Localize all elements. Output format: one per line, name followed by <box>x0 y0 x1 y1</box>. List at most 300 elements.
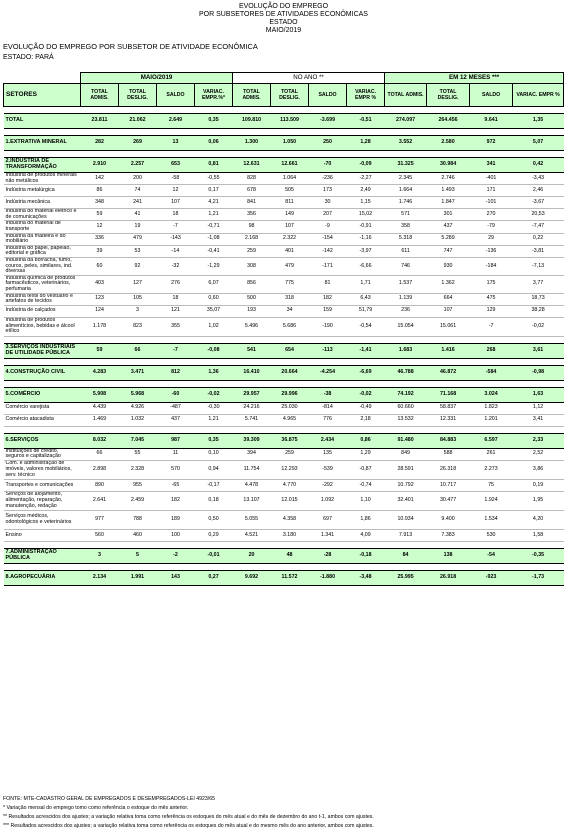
sector-name-cell: Indústria da madeira e do mobiliário <box>4 233 81 245</box>
value-cell: 15.054 <box>385 317 427 336</box>
spacer-cell <box>427 336 470 343</box>
value-cell: 261 <box>470 448 513 460</box>
value-cell: 48 <box>271 548 309 563</box>
value-cell: 189 <box>157 510 195 529</box>
value-cell: 3,61 <box>513 343 564 358</box>
spacer-cell <box>119 563 157 570</box>
value-cell: -0,87 <box>347 460 385 479</box>
sector-total-row <box>4 548 564 563</box>
value-cell: 29.957 <box>233 387 271 402</box>
value-cell: 1,86 <box>347 510 385 529</box>
value-cell: -0,51 <box>347 114 385 129</box>
value-cell: 5.055 <box>233 510 271 529</box>
spacer-cell <box>119 358 157 365</box>
value-cell: 6.597 <box>470 433 513 448</box>
value-cell: 1,15 <box>347 197 385 209</box>
value-cell: 3.024 <box>470 387 513 402</box>
value-cell: 336 <box>81 233 119 245</box>
value-cell: 59 <box>81 343 119 358</box>
sector-total-row <box>4 136 564 151</box>
value-cell: -1,08 <box>195 233 233 245</box>
value-cell: -32 <box>157 257 195 275</box>
spacer-cell <box>233 358 271 365</box>
value-cell: 39.309 <box>233 433 271 448</box>
spacer-cell <box>195 380 233 387</box>
column-header-admissions: TOTAL ADMIS. <box>385 84 427 107</box>
value-cell: 437 <box>157 414 195 426</box>
value-cell: 1,35 <box>513 114 564 129</box>
spacer-cell <box>81 358 119 365</box>
value-cell: 18,73 <box>513 293 564 305</box>
spacer-cell <box>385 380 427 387</box>
sector-name-cell: Serviços de alojamento, alimentação, reparação, manutenção, redação <box>4 491 81 510</box>
sector-total-row <box>4 114 564 129</box>
value-cell: -4.254 <box>309 365 347 380</box>
value-cell: 0,86 <box>347 433 385 448</box>
value-cell: 127 <box>119 275 157 293</box>
sector-name-cell: Transportes e comunicações <box>4 479 81 491</box>
value-cell: 588 <box>427 448 470 460</box>
value-cell: 9.400 <box>427 510 470 529</box>
value-cell: 1.032 <box>119 414 157 426</box>
value-cell: 268 <box>470 343 513 358</box>
value-cell: 2,52 <box>513 448 564 460</box>
spacer-cell <box>4 129 81 136</box>
value-cell: 0,06 <box>195 136 233 151</box>
spacer-cell <box>427 107 470 114</box>
value-cell: 100 <box>157 529 195 541</box>
value-cell: -7,47 <box>513 221 564 233</box>
sector-name-cell: Indústria do papel, papelão, editorial e gráfica <box>4 245 81 257</box>
value-cell: 560 <box>81 529 119 541</box>
subsector-row <box>4 491 564 510</box>
value-cell: 2.910 <box>81 158 119 173</box>
value-cell: -487 <box>157 402 195 414</box>
value-cell: 13.532 <box>385 414 427 426</box>
value-cell: 36.875 <box>271 433 309 448</box>
spacer-cell <box>470 380 513 387</box>
spacer-cell <box>119 541 157 548</box>
value-cell: 0,10 <box>195 448 233 460</box>
value-cell: 11 <box>157 448 195 460</box>
spacer-cell <box>347 541 385 548</box>
value-cell: 0,42 <box>513 158 564 173</box>
value-cell: -2 <box>157 548 195 563</box>
value-cell: 5.686 <box>271 317 309 336</box>
value-cell: 276 <box>157 275 195 293</box>
value-cell: -3,48 <box>347 570 385 585</box>
value-cell: -38 <box>309 387 347 402</box>
value-cell: 138 <box>427 548 470 563</box>
value-cell: 32.401 <box>385 491 427 510</box>
value-cell: 3.180 <box>271 529 309 541</box>
spacer-cell <box>233 563 271 570</box>
value-cell: 51,79 <box>347 305 385 317</box>
value-cell: 4.926 <box>119 402 157 414</box>
value-cell: 182 <box>309 293 347 305</box>
subsector-row <box>4 510 564 529</box>
subsector-row <box>4 257 564 275</box>
value-cell: 2,18 <box>347 414 385 426</box>
value-cell: 972 <box>470 136 513 151</box>
value-cell: -0,49 <box>347 402 385 414</box>
value-cell: 207 <box>309 209 347 221</box>
value-cell: -0,02 <box>195 387 233 402</box>
value-cell: 159 <box>309 305 347 317</box>
value-cell: 31.325 <box>385 158 427 173</box>
value-cell: 403 <box>81 275 119 293</box>
spacer-cell <box>157 107 195 114</box>
value-cell: 0,81 <box>195 158 233 173</box>
value-cell: 2,49 <box>347 185 385 197</box>
value-cell: 11.572 <box>271 570 309 585</box>
spacer-cell <box>81 541 119 548</box>
value-cell: 129 <box>470 305 513 317</box>
value-cell: 274.097 <box>385 114 427 129</box>
footer-note: * Variação mensal do emprego tomo como referência o estoque do mês anterior. <box>3 805 189 811</box>
value-cell: 15.061 <box>427 317 470 336</box>
subsector-row <box>4 448 564 460</box>
spacer-cell <box>513 563 564 570</box>
value-cell: 12.015 <box>271 491 309 510</box>
value-cell: -3,81 <box>513 245 564 257</box>
subsector-row <box>4 414 564 426</box>
sector-name-cell: 4.CONSTRUÇÃO CIVIL <box>4 365 81 380</box>
report-title-line-3: ESTADO <box>269 19 298 26</box>
value-cell: 107 <box>157 197 195 209</box>
spacer-cell <box>427 563 470 570</box>
spacer-cell <box>513 380 564 387</box>
value-cell: 26.318 <box>427 460 470 479</box>
value-cell: 270 <box>470 209 513 221</box>
spacer-cell <box>385 426 427 433</box>
value-cell: 5,07 <box>513 136 564 151</box>
value-cell: 8.032 <box>81 433 119 448</box>
spacer-cell <box>347 426 385 433</box>
value-cell: -154 <box>309 233 347 245</box>
spacer-cell <box>233 151 271 158</box>
sector-name-cell: 1.EXTRATIVA MINERAL <box>4 136 81 151</box>
value-cell: 3.552 <box>385 136 427 151</box>
spacer-cell <box>81 380 119 387</box>
subsector-row <box>4 209 564 221</box>
sector-name-cell: 3.SERVIÇOS INDUSTRIAIS DE UTILIDADE PÚBLICA <box>4 343 81 358</box>
value-cell: 1.847 <box>427 197 470 209</box>
value-cell: 29.996 <box>271 387 309 402</box>
value-cell: -0,01 <box>195 548 233 563</box>
value-cell: 0,22 <box>513 233 564 245</box>
value-cell: -143 <box>157 233 195 245</box>
value-cell: 86 <box>81 185 119 197</box>
spacer-cell <box>513 541 564 548</box>
spacer-cell <box>271 336 309 343</box>
value-cell: 1.991 <box>119 570 157 585</box>
value-cell: -184 <box>470 257 513 275</box>
spacer-cell <box>309 541 347 548</box>
value-cell: 828 <box>233 173 271 185</box>
value-cell: -814 <box>309 402 347 414</box>
value-cell: 9.692 <box>233 570 271 585</box>
group-header-year: NO ANO ** <box>233 73 385 84</box>
value-cell: 841 <box>233 197 271 209</box>
spacer-cell <box>81 107 119 114</box>
sector-name-cell: Indústria metalúrgica <box>4 185 81 197</box>
spacer-cell <box>271 541 309 548</box>
spacer-cell <box>4 563 81 570</box>
value-cell: 1,21 <box>195 414 233 426</box>
value-cell: 775 <box>271 275 309 293</box>
spacer-cell <box>119 426 157 433</box>
sector-total-row <box>4 365 564 380</box>
value-cell: -136 <box>470 245 513 257</box>
spacer-cell <box>513 151 564 158</box>
value-cell: 1.493 <box>427 185 470 197</box>
value-cell: -236 <box>309 173 347 185</box>
value-cell: 0,35 <box>195 433 233 448</box>
value-cell: -3,43 <box>513 173 564 185</box>
value-cell: 1,29 <box>347 448 385 460</box>
value-cell: 29 <box>470 233 513 245</box>
value-cell: 401 <box>271 245 309 257</box>
value-cell: -0,41 <box>195 245 233 257</box>
sector-name-cell: Indústria do material elétrico e de comunicações <box>4 209 81 221</box>
value-cell: 654 <box>271 343 309 358</box>
spacer-cell <box>385 129 427 136</box>
value-cell: -190 <box>309 317 347 336</box>
column-header-dismissals: TOTAL DESLIG. <box>271 84 309 107</box>
value-cell: 23.811 <box>81 114 119 129</box>
value-cell: -28 <box>309 548 347 563</box>
spacer-cell <box>309 358 347 365</box>
spacer-cell <box>4 107 81 114</box>
value-cell: 18 <box>157 209 195 221</box>
value-cell: 13 <box>157 136 195 151</box>
value-cell: -923 <box>470 570 513 585</box>
value-cell: 3 <box>81 548 119 563</box>
value-cell: -539 <box>309 460 347 479</box>
value-cell: 1.300 <box>233 136 271 151</box>
value-cell: 12.661 <box>271 158 309 173</box>
value-cell: 53 <box>119 245 157 257</box>
value-cell: 1,58 <box>513 529 564 541</box>
value-cell: -0,54 <box>347 317 385 336</box>
subsector-row <box>4 479 564 491</box>
value-cell: 2.459 <box>119 491 157 510</box>
spacer-cell <box>347 336 385 343</box>
sector-name-cell: 2.INDÚSTRIA DE TRANSFORMAÇÃO <box>4 158 81 173</box>
value-cell: -7,13 <box>513 257 564 275</box>
spacer-cell <box>81 151 119 158</box>
value-cell: 20 <box>233 548 271 563</box>
value-cell: 13.107 <box>233 491 271 510</box>
report-subtitle: EVOLUÇÃO DO EMPREGO POR SUBSETOR DE ATIVIDADE ECONÔMICA <box>3 42 258 51</box>
spacer-cell <box>513 129 564 136</box>
value-cell: 1,63 <box>513 387 564 402</box>
value-cell: 91.480 <box>385 433 427 448</box>
value-cell: 259 <box>271 448 309 460</box>
value-cell: 0,18 <box>195 491 233 510</box>
sector-name-cell: Indústria de produtos minerais não metálicos <box>4 173 81 185</box>
value-cell: 0,17 <box>195 185 233 197</box>
value-cell: -0,71 <box>195 221 233 233</box>
spacer-cell <box>385 107 427 114</box>
value-cell: 849 <box>385 448 427 460</box>
value-cell: 60.660 <box>385 402 427 414</box>
sector-total-row <box>4 158 564 173</box>
spacer-cell <box>157 358 195 365</box>
spacer-cell <box>309 336 347 343</box>
value-cell: 171 <box>470 185 513 197</box>
value-cell: 2.257 <box>119 158 157 173</box>
spacer-cell <box>470 129 513 136</box>
spacer-cell <box>81 336 119 343</box>
sector-name-cell: 5.COMÉRCIO <box>4 387 81 402</box>
spacer-cell <box>81 426 119 433</box>
group-header-month: MAIO/2019 <box>81 73 233 84</box>
value-cell: 107 <box>271 221 309 233</box>
column-header-balance: SALDO <box>470 84 513 107</box>
value-cell: 5.289 <box>427 233 470 245</box>
value-cell: -6,66 <box>347 257 385 275</box>
spacer-cell <box>385 563 427 570</box>
spacer-cell <box>309 151 347 158</box>
spacer-row <box>4 426 564 433</box>
value-cell: 74.192 <box>385 387 427 402</box>
spacer-row <box>4 336 564 343</box>
value-cell: 0,60 <box>195 293 233 305</box>
sector-name-cell: Ensino <box>4 529 81 541</box>
value-cell: -0,98 <box>513 365 564 380</box>
value-cell: 46.872 <box>427 365 470 380</box>
value-cell: 41 <box>119 209 157 221</box>
value-cell: -0,02 <box>513 317 564 336</box>
value-cell: 3,77 <box>513 275 564 293</box>
spacer-cell <box>385 541 427 548</box>
value-cell: 0,27 <box>195 570 233 585</box>
value-cell: 173 <box>309 185 347 197</box>
spacer-cell <box>427 426 470 433</box>
value-cell: 92 <box>119 257 157 275</box>
value-cell: 250 <box>309 136 347 151</box>
value-cell: 2.328 <box>119 460 157 479</box>
value-cell: 2,46 <box>513 185 564 197</box>
value-cell: -142 <box>309 245 347 257</box>
value-cell: 2.746 <box>427 173 470 185</box>
value-cell: 1,36 <box>195 365 233 380</box>
value-cell: 123 <box>81 293 119 305</box>
value-cell: 1.664 <box>385 185 427 197</box>
value-cell: 301 <box>427 209 470 221</box>
value-cell: 4,21 <box>195 197 233 209</box>
spacer-cell <box>119 107 157 114</box>
value-cell: -2,27 <box>347 173 385 185</box>
value-cell: 135 <box>309 448 347 460</box>
spacer-cell <box>271 107 309 114</box>
value-cell: -401 <box>470 173 513 185</box>
spacer-cell <box>233 107 271 114</box>
sector-name-cell: Indústria mecânica <box>4 197 81 209</box>
value-cell: -70 <box>309 158 347 173</box>
spacer-cell <box>271 129 309 136</box>
value-cell: 1.362 <box>427 275 470 293</box>
spacer-cell <box>195 129 233 136</box>
value-cell: 19 <box>119 221 157 233</box>
spacer-cell <box>195 336 233 343</box>
state-label: ESTADO: PARÁ <box>3 54 54 61</box>
value-cell: 2.345 <box>385 173 427 185</box>
value-cell: 7.045 <box>119 433 157 448</box>
sector-name-cell: Indústria química de produtos farmacêuticos, veterinários, perfumaria <box>4 275 81 293</box>
value-cell: 664 <box>427 293 470 305</box>
value-cell: 571 <box>385 209 427 221</box>
value-cell: -113 <box>309 343 347 358</box>
subsector-row <box>4 185 564 197</box>
spacer-cell <box>309 426 347 433</box>
spacer-cell <box>119 151 157 158</box>
value-cell: 1,95 <box>513 491 564 510</box>
value-cell: 2.898 <box>81 460 119 479</box>
value-cell: 81 <box>309 275 347 293</box>
value-cell: 812 <box>157 365 195 380</box>
spacer-cell <box>119 336 157 343</box>
value-cell: 0,29 <box>195 529 233 541</box>
value-cell: 182 <box>157 491 195 510</box>
sector-name-cell: Comércio varejista <box>4 402 81 414</box>
value-cell: -0,17 <box>195 479 233 491</box>
value-cell: 479 <box>119 233 157 245</box>
value-cell: 142 <box>81 173 119 185</box>
spacer-cell <box>385 358 427 365</box>
spacer-cell <box>81 563 119 570</box>
spacer-cell <box>233 541 271 548</box>
spacer-cell <box>385 336 427 343</box>
value-cell: -79 <box>470 221 513 233</box>
value-cell: -0,09 <box>347 158 385 173</box>
spacer-cell <box>513 336 564 343</box>
value-cell: 58.837 <box>427 402 470 414</box>
value-cell: 955 <box>119 479 157 491</box>
spacer-cell <box>157 129 195 136</box>
value-cell: 811 <box>271 197 309 209</box>
value-cell: 930 <box>427 257 470 275</box>
value-cell: 475 <box>470 293 513 305</box>
value-cell: 28.591 <box>385 460 427 479</box>
value-cell: 308 <box>233 257 271 275</box>
sector-name-cell: Serviços médicos, odontológicos e veterinários <box>4 510 81 529</box>
spacer-cell <box>271 358 309 365</box>
value-cell: 1,71 <box>347 275 385 293</box>
report-title-line-2: POR SUBSETORES DE ATIVIDADES ECONÔMICAS <box>199 11 368 18</box>
value-cell: 6,43 <box>347 293 385 305</box>
sector-name-cell: Indústria de produtos alimentícios, bebidas e álcool etílico <box>4 317 81 336</box>
column-header-variation: VARIAC. EMPR.%* <box>195 84 233 107</box>
value-cell: 653 <box>157 158 195 173</box>
value-cell: 9.641 <box>470 114 513 129</box>
value-cell: 505 <box>271 185 309 197</box>
column-header-balance: SALDO <box>157 84 195 107</box>
value-cell: 977 <box>81 510 119 529</box>
value-cell: 1.823 <box>470 402 513 414</box>
value-cell: 987 <box>157 433 195 448</box>
value-cell: 264.456 <box>427 114 470 129</box>
value-cell: 1.201 <box>470 414 513 426</box>
value-cell: 34 <box>271 305 309 317</box>
spacer-cell <box>157 426 195 433</box>
spacer-cell <box>470 563 513 570</box>
value-cell: 38,28 <box>513 305 564 317</box>
value-cell: 84.883 <box>427 433 470 448</box>
sector-total-row <box>4 343 564 358</box>
